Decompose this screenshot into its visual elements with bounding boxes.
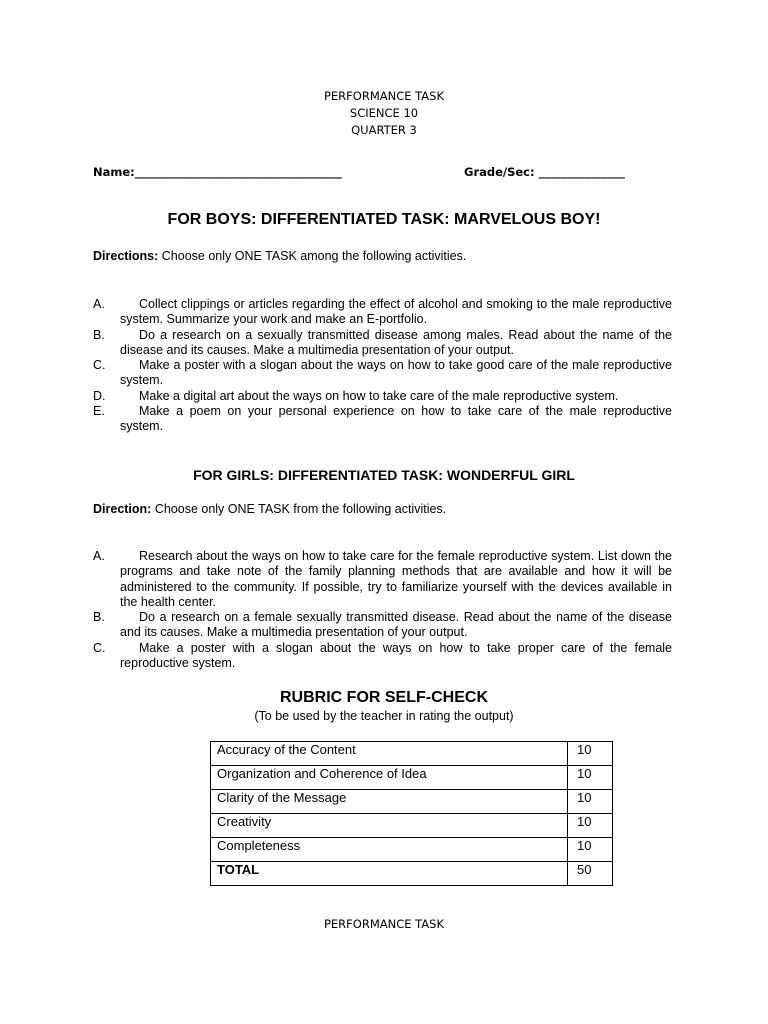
boys-task-item [93,389,672,404]
document-header [0,88,768,139]
table-row [211,838,613,862]
task-letter: E. [93,404,105,419]
boys-directions [93,249,466,263]
rubric-total-label: TOTAL [211,862,568,886]
table-row [211,790,613,814]
table-row [211,742,613,766]
rubric-criterion: Clarity of the Message [211,790,568,814]
girls-task-title: FOR GIRLS: DIFFERENTIATED TASK: WONDERFUL GIRL [193,467,575,483]
task-text: Do a research on a sexually transmitted disease among males. Read about the name of the disease and its causes. Make a multimedia presentation of your output. [120,327,672,357]
task-letter: B. [93,610,105,625]
task-text: Research about the ways on how to take care for the female reproductive system. List down the programs and take note of the family planning methods that are available and how it will be administered to the community. If possible, try to familiarize yourself with the devices available in the health center. [120,549,672,609]
rubric-score: 10 [568,838,613,862]
girls-directions [93,502,446,516]
task-text: Make a poem on your personal experience on how to take care of the male reproductive system. [120,404,672,434]
header-title: PERFORMANCE TASK [323,89,445,103]
name-field: Name:____________________________________ [93,165,342,179]
boys-task-item [93,297,672,328]
task-letter: A. [93,549,105,563]
task-text: Do a research on a female sexually transmitted disease. Read about the name of the disease and its causes. Make a multimedia presentation of your output. [120,610,672,640]
girls-task-item [93,641,672,672]
rubric-criterion: Completeness [211,838,568,862]
girls-directions-text: Choose only ONE TASK from the following activities. [151,502,447,516]
rubric-score: 10 [568,766,613,790]
page-footer: PERFORMANCE TASK [323,917,445,931]
rubric-score: 10 [568,814,613,838]
rubric-criterion: Organization and Coherence of Idea [211,766,568,790]
rubric-criterion: Accuracy of the Content [211,742,568,766]
rubric-criterion: Creativity [211,814,568,838]
girls-directions-label: Direction: [93,502,152,516]
boys-task-item [93,358,672,389]
girls-task-item [93,549,672,610]
boys-task-item [93,328,672,359]
rubric-score: 10 [568,790,613,814]
table-row-total [211,862,613,886]
header-subject: SCIENCE 10 [349,106,419,120]
task-letter: C. [93,358,106,373]
header-quarter: QUARTER 3 [351,123,417,137]
task-letter: A. [93,297,105,311]
task-letter: B. [93,327,105,342]
girls-task-item [93,610,672,641]
grade-section-field: Grade/Sec: _______________ [464,165,625,179]
girls-task-list [93,549,672,671]
task-letter: C. [93,640,106,655]
task-text: Make a poster with a slogan about the ways on how to take good care of the male reproductive system. [120,358,672,388]
boys-task-list [93,297,672,435]
rubric-table [210,741,613,886]
rubric-title: RUBRIC FOR SELF-CHECK [280,689,488,706]
rubric-score: 10 [568,742,613,766]
task-letter: D. [93,388,106,403]
boys-directions-text: Choose only ONE TASK among the following activities. [158,249,467,263]
table-row [211,766,613,790]
name-grade-row [93,165,633,183]
task-text: Make a digital art about the ways on how to take care of the male reproductive system. [139,388,619,403]
task-text: Make a poster with a slogan about the ways on how to take proper care of the female reproductive system. [120,640,672,671]
task-text: Collect clippings or articles regarding the effect of alcohol and smoking to the male reproductive system. Summarize your work and make an E-portfolio. [120,297,672,327]
rubric-total-score: 50 [568,862,613,886]
boys-directions-label: Directions: [93,249,159,263]
table-row [211,814,613,838]
rubric-subtitle: (To be used by the teacher in rating the output) [254,709,514,723]
boys-task-item [93,404,672,435]
boys-task-title: FOR BOYS: DIFFERENTIATED TASK: MARVELOUS BOY! [167,211,601,228]
